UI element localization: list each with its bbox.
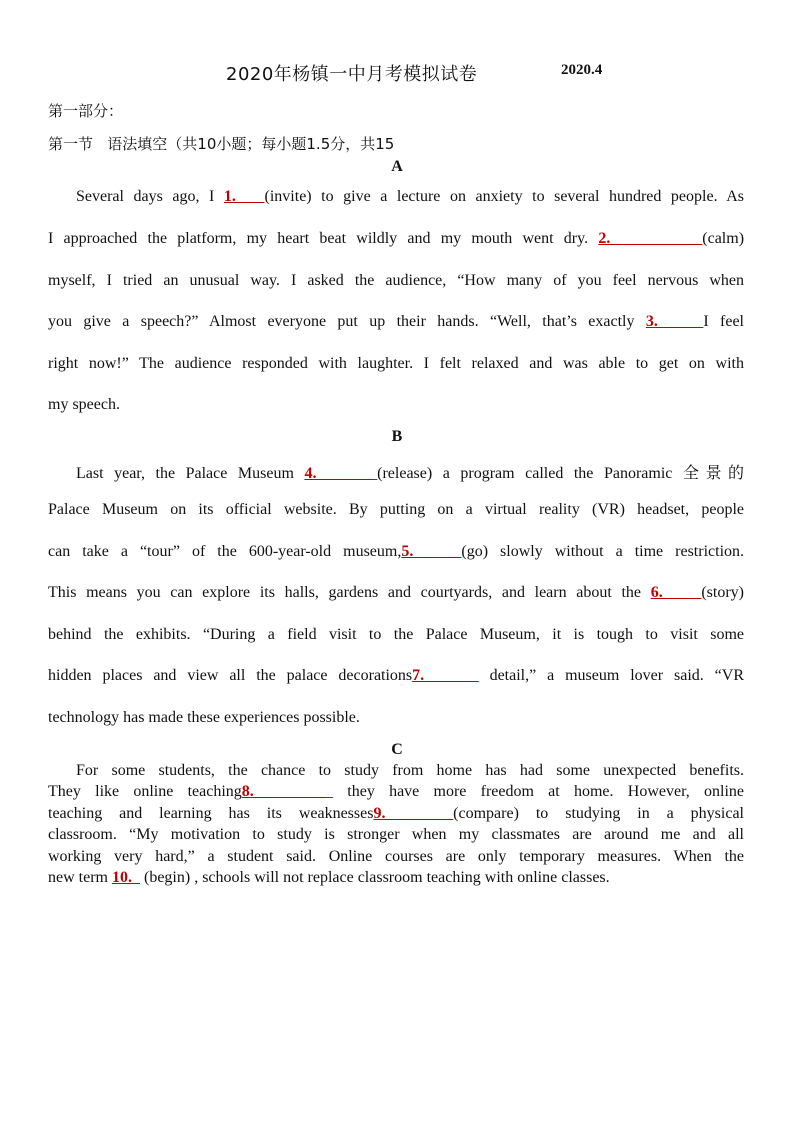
passage-b-line-1 bbox=[48, 460, 744, 483]
passage-a-line-2 bbox=[48, 230, 744, 248]
text-run: detail,” a museum lover said. “VR bbox=[478, 667, 745, 684]
text-run: (go) slowly without a time restriction. bbox=[461, 543, 745, 560]
text-run: teaching and learning has its weaknesses bbox=[48, 805, 374, 822]
passage-b-line-6 bbox=[48, 667, 744, 685]
part-heading: 第一部分： bbox=[48, 102, 124, 120]
blank-2: 2. bbox=[598, 230, 703, 247]
passage-a-line-5: right now!” The audience responded with laughter. I felt relaxed and was able to get on with bbox=[48, 355, 744, 372]
passage-a-line-6: my speech. bbox=[48, 396, 120, 413]
text-run: you give a speech?” Almost everyone put up their hands. “Well, that’s exactly bbox=[48, 313, 646, 330]
exam-date: 2020.4 bbox=[561, 62, 603, 78]
text-run: (compare) to studying in a physical bbox=[453, 805, 744, 822]
blank-1: 1. bbox=[223, 188, 265, 205]
passage-a-line-3: myself, I tried an unusual way. I asked the audience, “How many of you feel nervous when bbox=[48, 272, 744, 289]
passage-c-line-5: working very hard,” a student said. Online courses are only temporary measures. When the bbox=[48, 848, 744, 865]
text-run: They like online teaching bbox=[48, 783, 242, 800]
passage-c-line-4: classroom. “My motivation to study is stronger when my classmates are around me and all bbox=[48, 826, 744, 843]
text-run: can take a “tour” of the 600-year-old museum, bbox=[48, 543, 402, 560]
passage-a-label: A bbox=[391, 158, 403, 175]
passage-b-label: B bbox=[391, 428, 403, 445]
passage-c-label: C bbox=[391, 741, 403, 758]
text-run: (story) bbox=[701, 584, 744, 601]
blank-7: 7. bbox=[412, 667, 479, 684]
text-run: Several days ago, I bbox=[76, 188, 224, 205]
title-row bbox=[0, 60, 794, 86]
passage-a-line-4 bbox=[48, 313, 744, 331]
blank-9: 9. bbox=[373, 805, 454, 822]
text-run: This means you can explore its halls, gardens and courtyards, and learn about the bbox=[48, 584, 651, 601]
text-run: Last year, the Palace Museum bbox=[76, 465, 305, 482]
text-run: hidden places and view all the palace decorations bbox=[48, 667, 413, 684]
blank-5: 5. bbox=[401, 543, 462, 560]
text-run: new term bbox=[48, 869, 112, 886]
passage-b-line-2: Palace Museum on its official website. By putting on a virtual reality (VR) headset, people bbox=[48, 501, 744, 518]
passage-b-line-3 bbox=[48, 543, 744, 561]
passage-b-line-7: technology has made these experiences possible. bbox=[48, 709, 360, 726]
passage-c-line-6 bbox=[48, 869, 744, 887]
text-run: (calm) bbox=[702, 230, 745, 247]
passage-c-line-1: For some students, the chance to study from home has had some unexpected benefits. bbox=[76, 762, 744, 779]
blank-6: 6. bbox=[650, 584, 702, 601]
passage-c-line-3 bbox=[48, 805, 744, 823]
text-run: I approached the platform, my heart beat wildly and my mouth went dry. bbox=[48, 230, 599, 247]
section-heading: 第一节 语法填空（共10小题；每小题1.5分，共15 bbox=[48, 135, 395, 153]
exam-title: 2020年杨镇一中月考模拟试卷 bbox=[226, 64, 478, 85]
blank-10: 10. bbox=[111, 869, 140, 886]
passage-a-line-1 bbox=[48, 188, 744, 206]
passage-b-line-4 bbox=[48, 584, 744, 602]
text-run: (begin) , schools will not replace classroom teaching with online classes. bbox=[139, 869, 610, 886]
blank-4: 4. bbox=[304, 465, 370, 482]
passage-c-line-2 bbox=[48, 783, 744, 801]
text-run: (invite) to give a lecture on anxiety to several hundred people. As bbox=[264, 188, 745, 205]
blank-8: 8. bbox=[241, 783, 326, 800]
text-run: _ they have more freedom at home. However, online bbox=[325, 783, 745, 800]
passage-b-line-5: behind the exhibits. “During a field visit to the Palace Museum, it is tough to visit some bbox=[48, 626, 744, 643]
text-run: _(release) a program called the Panoramic 全景的 bbox=[369, 465, 744, 482]
blank-3: 3. bbox=[645, 313, 704, 330]
text-run: I feel bbox=[703, 313, 744, 330]
